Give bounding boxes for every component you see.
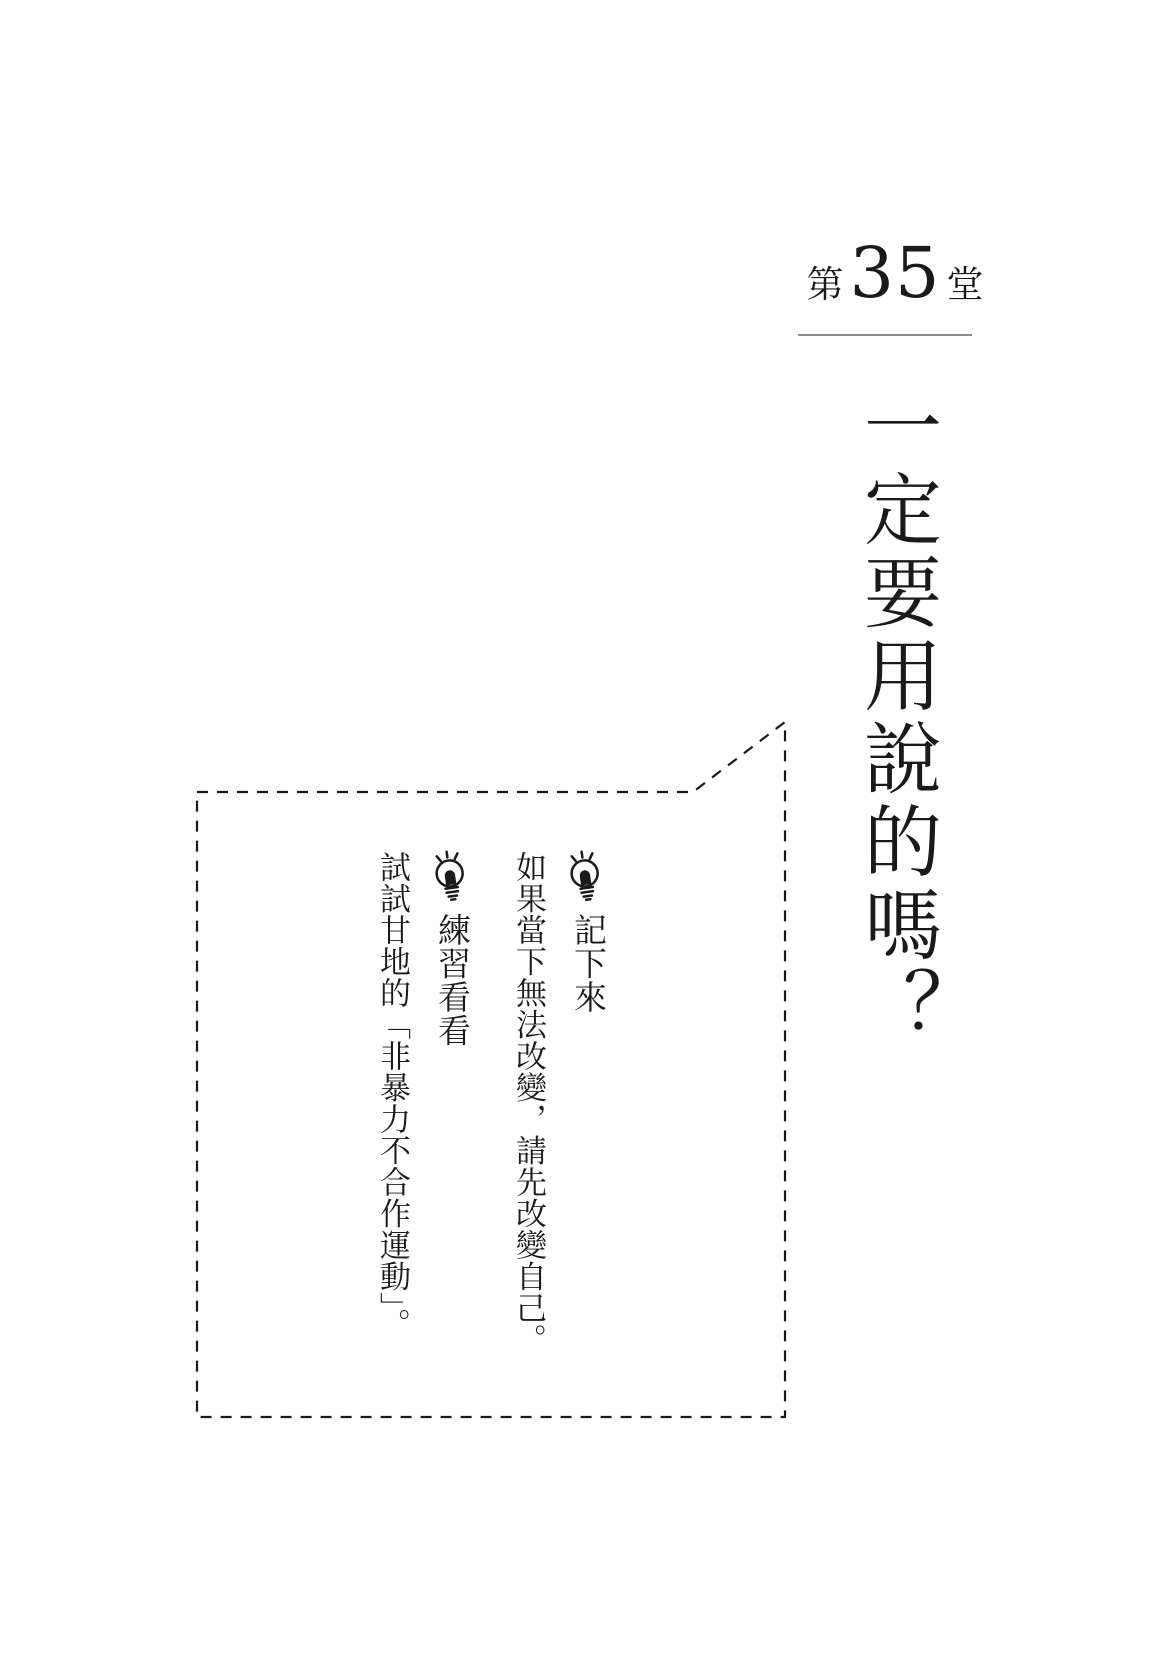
header-rule <box>798 334 972 336</box>
note-heading: 練習看看 <box>433 913 472 1047</box>
note-box <box>362 851 618 1371</box>
note-body: 如果當下無法改變，請先改變自己。 <box>510 851 546 1355</box>
note-heading: 記下來 <box>569 913 608 1014</box>
lesson-header <box>745 232 1045 314</box>
lesson-prefix: 第 <box>806 263 844 306</box>
lesson-suffix: 堂 <box>946 263 984 306</box>
lesson-number: 35 <box>849 232 941 314</box>
note-body: 試試甘地的「非暴力不合作運動」。 <box>374 851 410 1340</box>
chapter-title: 一定要用說的嗎？ <box>851 386 941 1050</box>
